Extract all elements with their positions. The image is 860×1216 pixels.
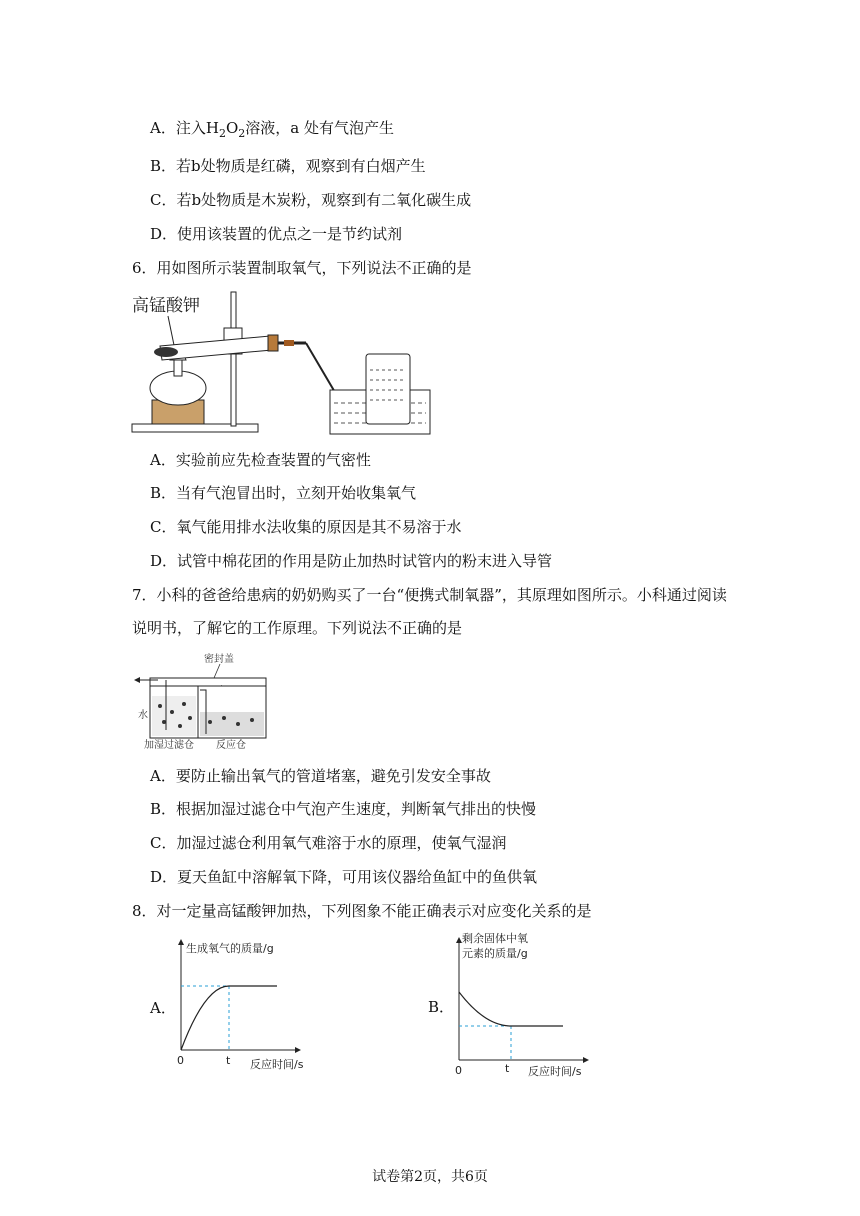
q8-chart-a — [170, 934, 320, 1074]
q8-chart-b — [448, 928, 598, 1080]
chart-b-x-tick-t: t — [505, 1062, 510, 1075]
q7-option-a: A．要防止输出氧气的管道堵塞，避免引发安全事故 — [150, 767, 491, 785]
q8-chart-a-label: A． — [150, 999, 176, 1017]
chart-b-ylabel-line2: 元素的质量/g — [462, 947, 528, 960]
q5-option-d: D．使用该装置的优点之一是节约试剂 — [150, 225, 403, 243]
q7-label-water: 水 — [138, 710, 148, 721]
q6-apparatus-figure — [130, 288, 435, 438]
chart-b-series-line — [459, 992, 563, 1026]
q7-option-b: B．根据加湿过滤仓中气泡产生速度，判断氧气排出的快慢 — [150, 800, 537, 818]
q5-option-b: B．若b处物质是红磷，观察到有白烟产生 — [150, 157, 426, 175]
q5-option-c: C．若b处物质是木炭粉，观察到有二氧化碳生成 — [150, 191, 472, 209]
q7-stem-line2: 说明书，了解它的工作原理。下列说法不正确的是 — [132, 619, 463, 637]
q7-option-d: D．夏天鱼缸中溶解氧下降，可用该仪器给鱼缸中的鱼供氧 — [150, 868, 538, 886]
chart-b-xlabel: 反应时间/s — [528, 1065, 582, 1078]
q7-oxygen-device-figure — [130, 650, 275, 752]
formula-sub-2b: 2 — [238, 127, 246, 140]
chart-a-x-tick-t: t — [226, 1054, 231, 1067]
q5-option-a-suffix: 溶液，a 处有气泡产生 — [245, 119, 394, 137]
h2o2-formula — [205, 119, 246, 140]
formula-h: H — [205, 119, 219, 137]
formula-sub-2a: 2 — [218, 127, 226, 140]
q6-option-a: A．实验前应先检查装置的气密性 — [150, 451, 371, 469]
q7-label-filter: 加湿过滤仓 — [144, 740, 194, 751]
page-footer: 试卷第2页，共6页 — [372, 1169, 488, 1185]
q6-stem: 6．用如图所示装置制取氧气，下列说法不正确的是 — [132, 259, 472, 277]
chart-a-xlabel: 反应时间/s — [250, 1058, 304, 1071]
q8-stem: 8．对一定量高锰酸钾加热，下列图象不能正确表示对应变化关系的是 — [132, 902, 592, 920]
q6-option-d: D．试管中棉花团的作用是防止加热时试管内的粉末进入导管 — [150, 552, 553, 570]
q7-label-lid: 密封盖 — [204, 654, 234, 665]
chart-b-origin: 0 — [455, 1064, 462, 1077]
q7-option-c: C．加湿过滤仓利用氧气难溶于水的原理，使氧气湿润 — [150, 834, 507, 852]
chart-a-origin: 0 — [177, 1054, 184, 1067]
q6-option-c: C．氧气能用排水法收集的原因是其不易溶于水 — [150, 518, 462, 536]
chart-b-ylabel-line1: 剩余固体中氧 — [462, 932, 528, 945]
q7-stem-line1: 7．小科的爸爸给患病的奶奶购买了一台“便携式制氧器”，其原理如图所示。小科通过阅读 — [132, 586, 727, 604]
q7-label-reaction: 反应仓 — [216, 740, 246, 751]
q5-option-a — [150, 118, 394, 144]
q5-option-a-prefix: A．注入 — [150, 119, 206, 137]
chart-a-ylabel: 生成氧气的质量/g — [186, 942, 274, 955]
formula-o: O — [225, 119, 239, 137]
q6-option-b: B．当有气泡冒出时，立刻开始收集氧气 — [150, 484, 417, 502]
q6-figure-label: 高锰酸钾 — [132, 296, 200, 316]
q8-chart-b-label: B． — [428, 998, 455, 1016]
